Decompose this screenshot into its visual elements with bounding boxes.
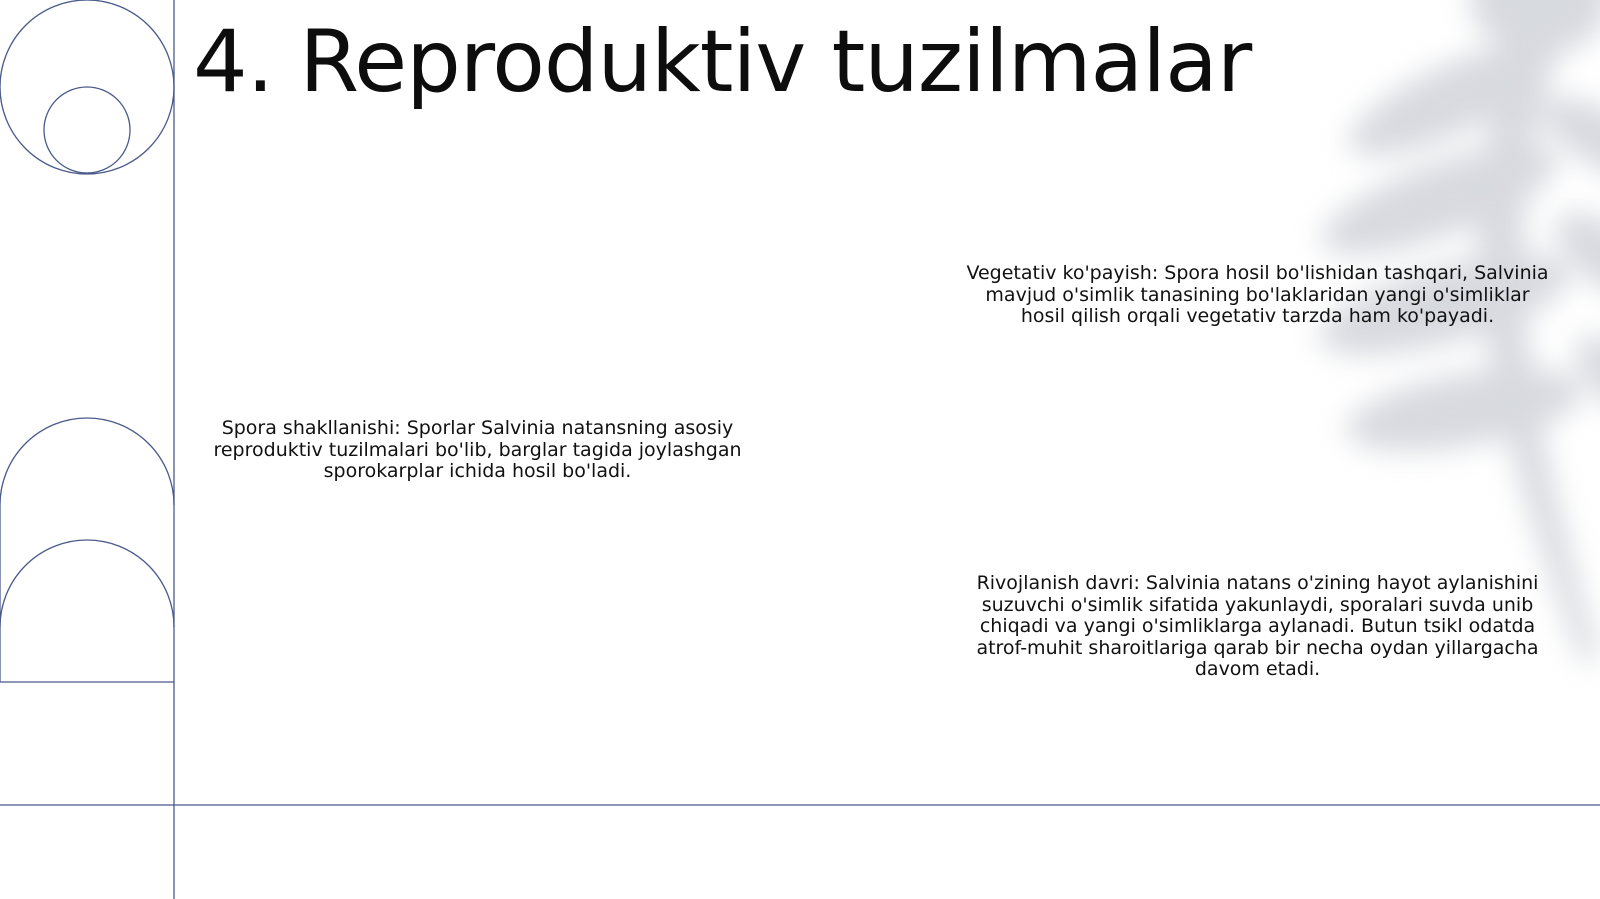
small-circle-icon <box>44 87 130 173</box>
vegetativ-paragraph: Vegetativ ko'payish: Spora hosil bo'lishidan tashqari, Salvinia mavjud o'simlik tanasining bo'laklaridan yangi o'simliklar hosil qilish orqali vegetativ tarzda ham ko'payadi. <box>966 262 1549 327</box>
rivojlanish-paragraph: Rivojlanish davri: Salvinia natans o'zining hayot aylanishini suzuvchi o'simlik sifatida yakunlaydi, sporalari suvda unib chiqadi va yangi o'simliklarga aylanadi. Butun tsikl odatda atrof-muhit sharoitlariga qarab bir necha oydan yillargacha davom etadi. <box>976 572 1539 680</box>
upper-arch-icon <box>0 418 174 505</box>
lower-arch-icon <box>0 540 174 627</box>
page-title: 4. Reproduktiv tuzilmalar <box>193 12 1252 112</box>
spora-paragraph: Spora shakllanishi: Sporlar Salvinia natansning asosiy reproduktiv tuzilmalari bo'lib, barglar tagida joylashgan sporokarplar ichida hosil bo'ladi. <box>213 417 742 482</box>
